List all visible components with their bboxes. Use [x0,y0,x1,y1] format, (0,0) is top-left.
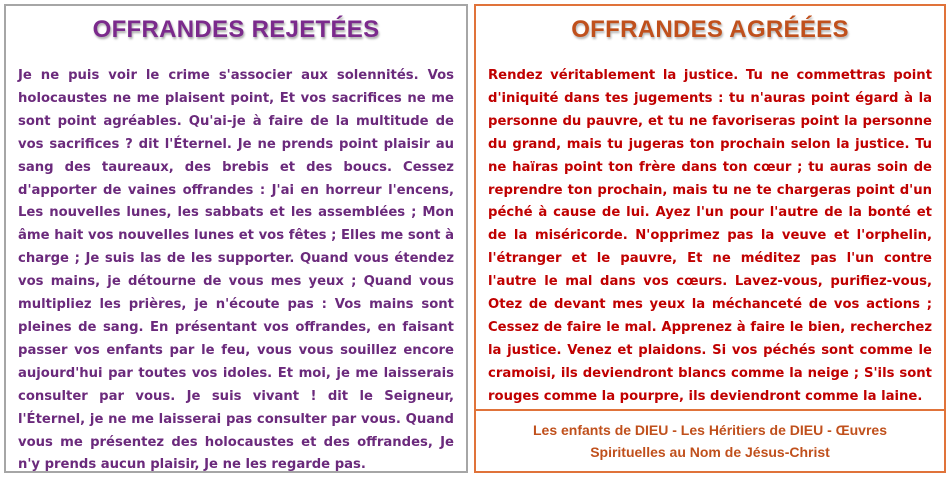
rejected-offerings-text: Je ne puis voir le crime s'associer aux solennités. Vos holocaustes ne me plaisent point, Et vos sacrifices ne me sont point agréables. Qu'ai-je à faire de la multitude de vos sacrifices ? dit l'Éternel. Je ne prends point plaisir au sang des taureaux, des brebis et des boucs. Cessez d'apporter de vaines offrandes : J'ai en horreur l'encens, Les nouvelles lunes, les sabbats et les assemblées ; Mon âme hait vos nouvelles lunes et vos fêtes ; Elles me sont à charge ; Je suis las de les supporter. Quand vous étendez vos mains, je détourne de vous mes yeux ; Quand vous multipliez les prières, je n'écoute pas : Vos mains sont pleines de sang. En présentant vos offrandes, en faisant passer vos enfants par le feu, vous vous souillez encore aujourd'hui par toutes vos idoles. Et moi, je me laisserais consulter par vous. Je suis vivant ! dit le Seigneur, l'Éternel, je ne me laisserai pas consulter par vous. Quand vous me présentez des holocaustes et des offrandes, Je n'y prends aucun plaisir, Je ne les regarde pas. [18,68,454,473]
accepted-offerings-panel [474,4,946,473]
accepted-offerings-title: OFFRANDES AGRÉÉES [571,16,849,43]
rejected-offerings-panel [4,4,468,473]
footer-divider [476,409,944,411]
footer-credit: Les enfants de DIEU - Les Héritiers de DIEU - Œuvres Spirituelles au Nom de Jésus-Christ [533,422,887,460]
accepted-offerings-text: Rendez véritablement la justice. Tu ne commettras point d'iniquité dans tes jugements : tu n'auras point égard à la personne du pauvre, et tu ne favoriseras point la personne du grand, mais tu jugeras ton prochain selon la justice. Tu ne haïras point ton frère dans ton cœur ; tu auras soin de reprendre ton prochain, mais tu ne te chargeras point d'un péché à cause de lui. Ayez l'un pour l'autre de la bonté et de la miséricorde. N'opprimez pas la veuve et l'orphelin, l'étranger et le pauvre, Et ne méditez pas l'un contre l'autre le mal dans vos cœurs. Lavez-vous, purifiez-vous, Otez de devant mes yeux la méchanceté de vos actions ; Cessez de faire le mal. Apprenez à faire le bien, recherchez la justice. Venez et plaidons. Si vos péchés sont comme le cramoisi, ils deviendront blancs comme la neige ; S'ils sont rouges comme la pourpre, ils deviendront comme la laine. [488,68,932,404]
rejected-offerings-title: OFFRANDES REJETÉES [92,16,380,43]
